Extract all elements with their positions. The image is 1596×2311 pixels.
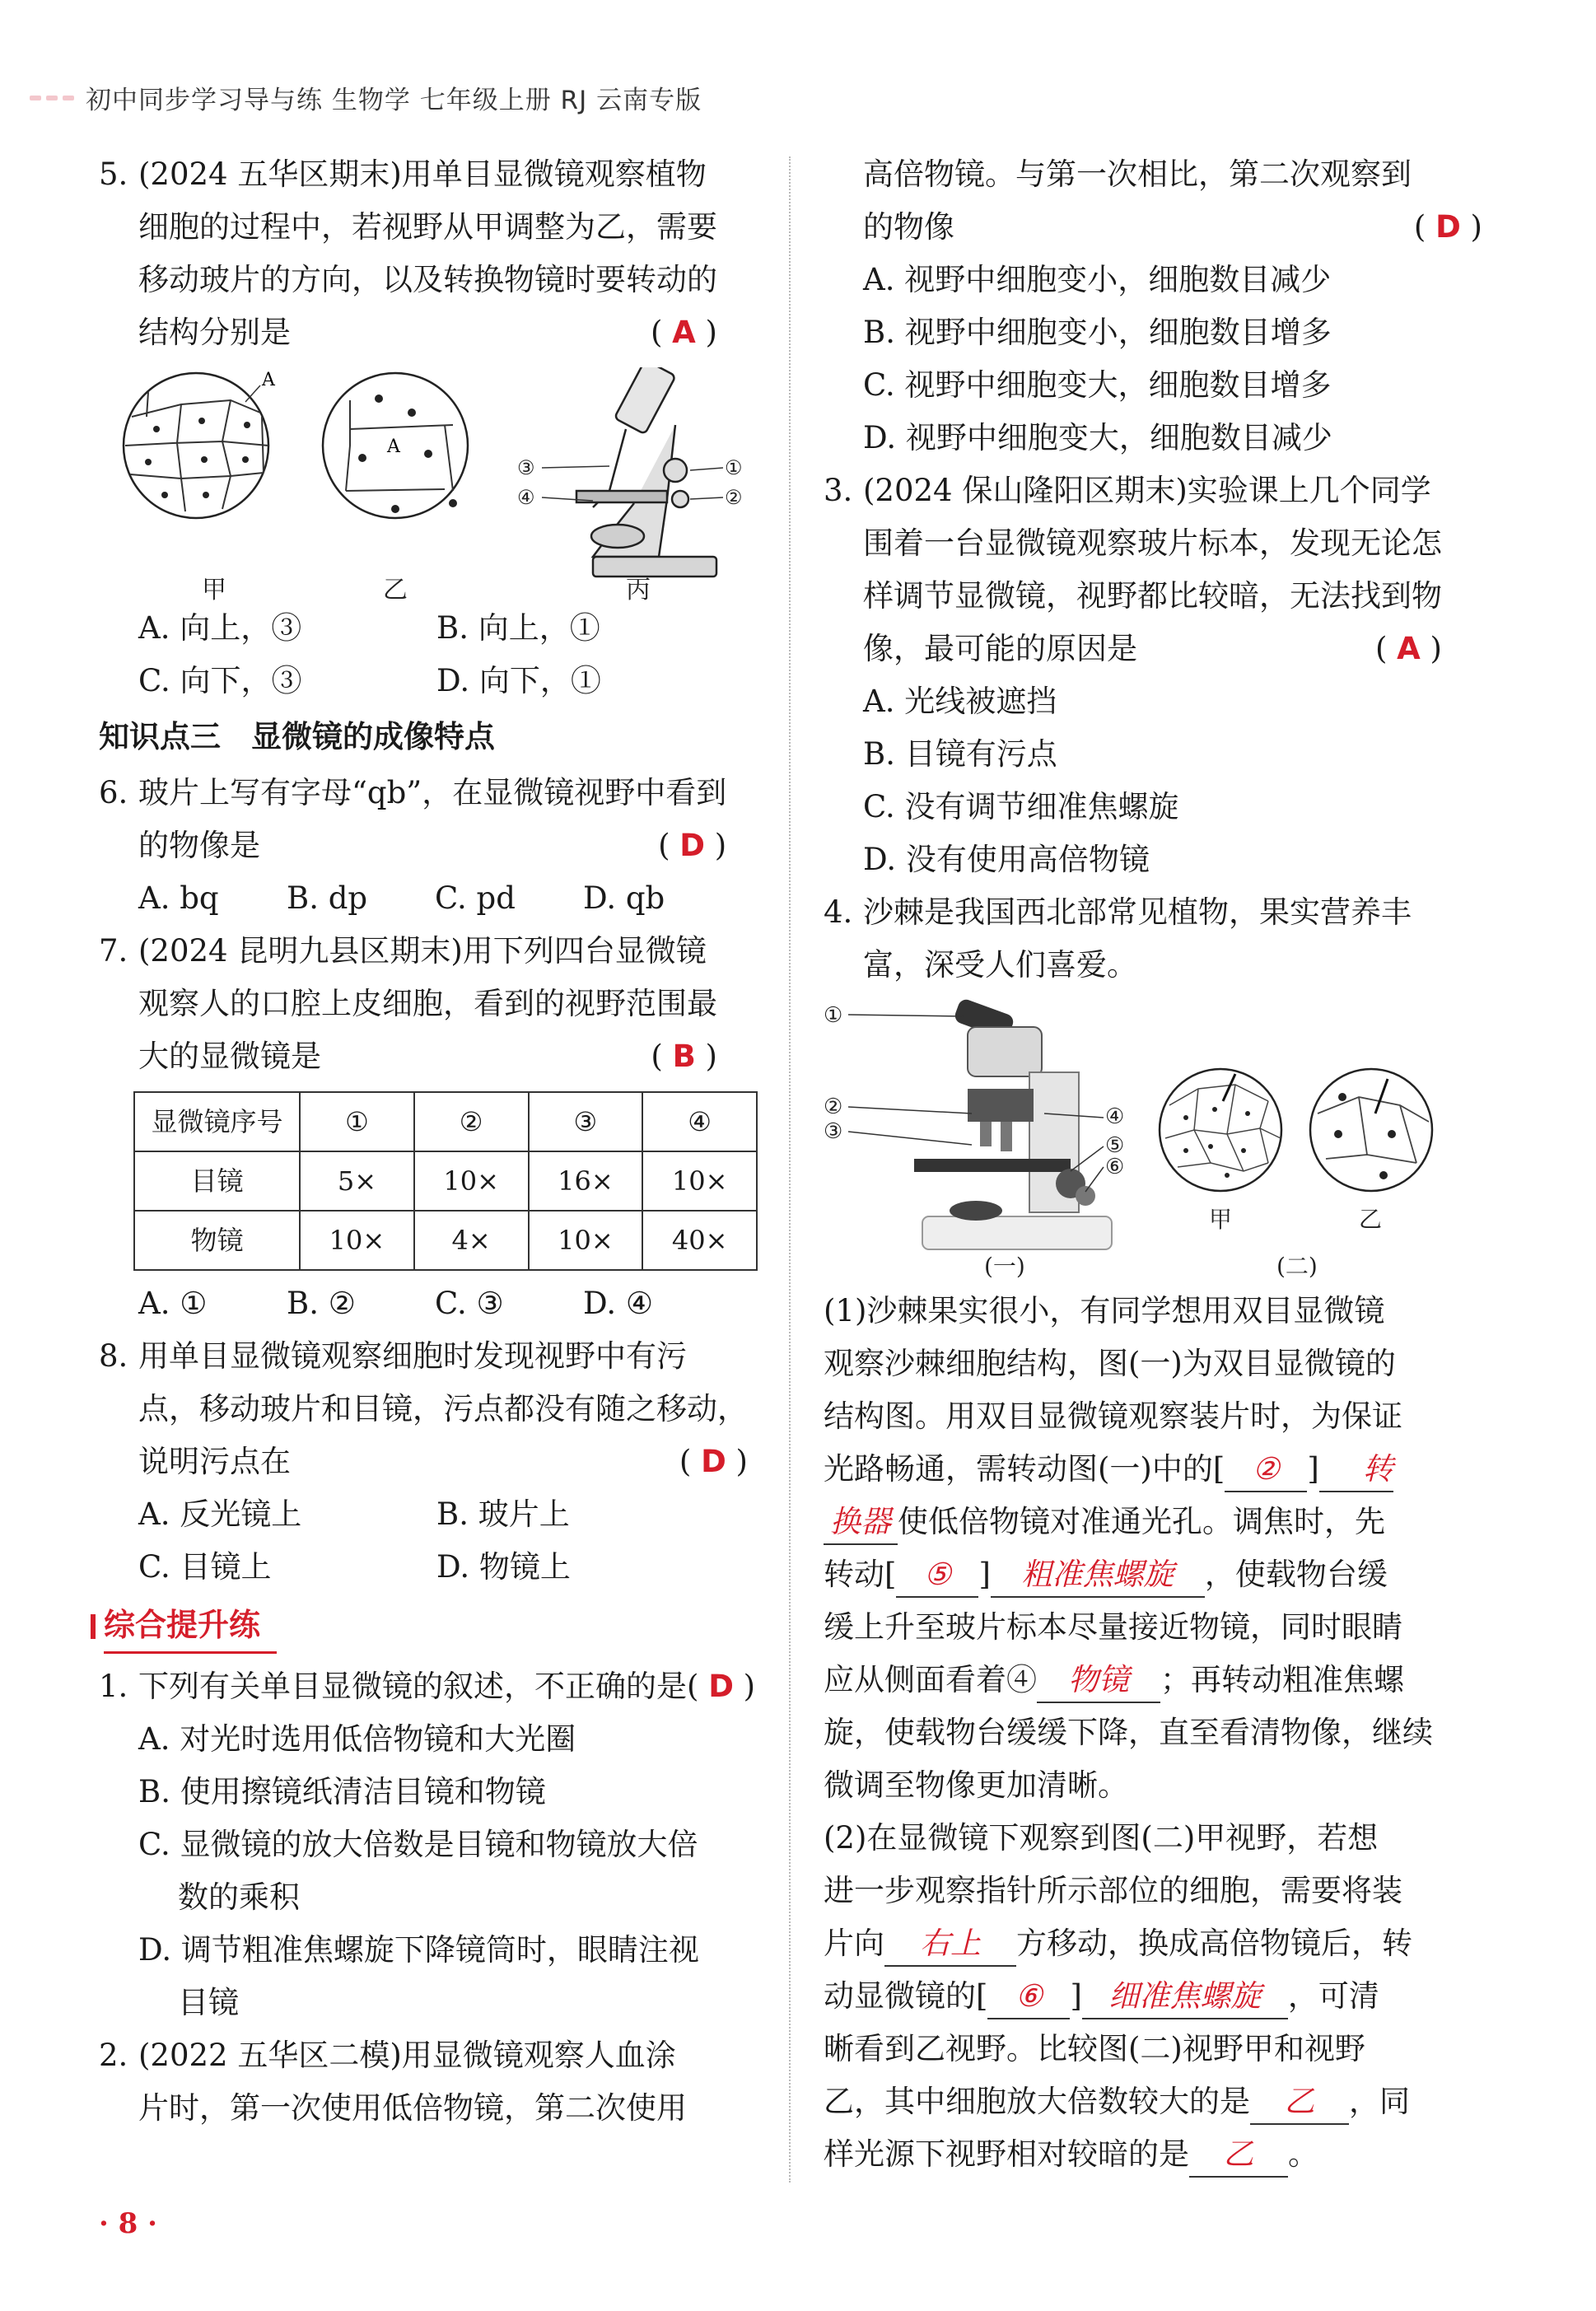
label-jia: 甲 bbox=[1209, 1206, 1233, 1233]
option-c-cont: 数的乘积 bbox=[178, 1879, 300, 1915]
binocular-microscope bbox=[914, 998, 1112, 1249]
question-text: (2024 五华区期末)用单目显微镜观察植物 bbox=[138, 156, 707, 192]
left-column bbox=[99, 148, 758, 2135]
table-header: ② bbox=[414, 1092, 529, 1151]
label-3: ③ bbox=[517, 456, 535, 479]
monocular-microscope bbox=[576, 367, 716, 577]
option-c[interactable]: C. pd bbox=[435, 880, 516, 916]
option-a[interactable]: A. bq bbox=[138, 880, 219, 916]
header-title: 初中同步学习导与练 生物学 七年级上册 RJ 云南专版 bbox=[86, 86, 702, 115]
answer: A bbox=[1397, 631, 1421, 666]
option-a[interactable]: A. 光线被遮挡 bbox=[863, 684, 1057, 719]
question-8 bbox=[99, 1330, 758, 1594]
blank-answer[interactable]: 转 bbox=[1319, 1448, 1393, 1492]
blank-answer[interactable]: 细准焦螺旋 bbox=[1082, 1975, 1288, 2019]
option-b[interactable]: B. ② bbox=[287, 1286, 356, 1321]
question-text: 围着一台显微镜观察玻片标本，发现无论怎 bbox=[863, 525, 1442, 561]
table-cell: 40× bbox=[642, 1211, 757, 1270]
figure-q4 bbox=[824, 998, 1482, 1278]
text-line: (1)沙棘果实很小，有同学想用双目显微镜 bbox=[824, 1293, 1385, 1328]
caption-2: (二) bbox=[1276, 1253, 1318, 1278]
question-text: 结构分别是 bbox=[138, 315, 291, 350]
label-1: ① bbox=[725, 456, 743, 479]
right-column bbox=[824, 148, 1482, 2181]
question-text: 观察人的口腔上皮细胞，看到的视野范围最 bbox=[138, 986, 717, 1021]
answer-bracket: ( D ) bbox=[679, 1444, 748, 1479]
text-line: 光路畅通，需转动图(一)中的[ bbox=[824, 1451, 1225, 1487]
option-d[interactable]: D. 向下，① bbox=[436, 663, 601, 698]
letter-a-label: A bbox=[262, 370, 275, 390]
question-number: 5. bbox=[99, 156, 128, 192]
text-line: 进一步观察指针所示部位的细胞，需要将装 bbox=[824, 1873, 1402, 1908]
text-line: ，同 bbox=[1349, 2084, 1410, 2119]
composite-title: 综合提升练 bbox=[104, 1599, 277, 1654]
column-divider bbox=[789, 156, 791, 2183]
table-cell: 目镜 bbox=[134, 1151, 300, 1211]
composite-heading bbox=[91, 1599, 277, 1654]
question-text: 细胞的过程中，若视野从甲调整为乙，需要 bbox=[138, 209, 717, 245]
table-header: ③ bbox=[529, 1092, 643, 1151]
text-line: 乙，其中细胞放大倍数较大的是 bbox=[824, 2084, 1250, 2119]
blank-answer[interactable]: 右上 bbox=[884, 1922, 1016, 1967]
text-line: ] bbox=[978, 1557, 991, 1592]
table-row bbox=[134, 1092, 757, 1151]
answer-bracket: ( A ) bbox=[1374, 631, 1442, 666]
question-text: 说明污点在 bbox=[138, 1444, 291, 1479]
question-text: 大的显微镜是 bbox=[138, 1039, 321, 1074]
text-line: 动显微镜的[ bbox=[824, 1978, 988, 2014]
option-a[interactable]: A. ① bbox=[138, 1286, 208, 1321]
question-number: 8. bbox=[99, 1338, 128, 1374]
question-text: 用单目显微镜观察细胞时发现视野中有污 bbox=[138, 1338, 687, 1374]
answer: D bbox=[1435, 209, 1461, 245]
table-cell: 5× bbox=[300, 1151, 414, 1211]
question-text: 富，深受人们喜爱。 bbox=[863, 947, 1137, 983]
text-line: ，使载物台缓 bbox=[1204, 1557, 1388, 1592]
question-number: 4. bbox=[824, 894, 853, 930]
question-number: 6. bbox=[99, 775, 128, 810]
question-text: 移动玻片的方向，以及转换物镜时要转动的 bbox=[138, 262, 717, 297]
question-text: 高倍物镜。与第一次相比，第二次观察到 bbox=[863, 156, 1412, 192]
letter-a-label: A bbox=[387, 437, 400, 457]
composite-question-4 bbox=[824, 886, 1482, 2181]
option-a[interactable]: A. 对光时选用低倍物镜和大光圈 bbox=[138, 1721, 576, 1757]
answer: D bbox=[679, 828, 705, 863]
answer-bracket: ( B ) bbox=[651, 1039, 717, 1074]
label-2: ② bbox=[725, 486, 743, 509]
answer-bracket: ( D ) bbox=[658, 828, 727, 863]
blank-answer[interactable]: 物镜 bbox=[1037, 1659, 1160, 1703]
answer: B bbox=[672, 1039, 696, 1074]
text-line: 晰看到乙视野。比较图(二)视野甲和视野 bbox=[824, 2031, 1365, 2066]
view-jia bbox=[124, 370, 276, 518]
question-text: 下列有关单目显微镜的叙述，不正确的是( bbox=[138, 1669, 699, 1704]
question-text: 样调节显微镜，视野都比较暗，无法找到物 bbox=[863, 578, 1442, 614]
option-b[interactable]: B. 视野中细胞变小，细胞数目增多 bbox=[863, 315, 1332, 350]
option-d-cont: 目镜 bbox=[178, 1985, 239, 2020]
question-text: 像，最可能的原因是 bbox=[863, 631, 1137, 666]
binocular-figure bbox=[824, 998, 1482, 1278]
option-d[interactable]: D. 物镜上 bbox=[436, 1549, 571, 1585]
answer: D bbox=[708, 1669, 734, 1704]
composite-question-2 bbox=[99, 2029, 758, 2135]
view-jia bbox=[1160, 1069, 1281, 1191]
part-2 bbox=[824, 1812, 1482, 2181]
question-text: (2024 昆明九县区期末)用下列四台显微镜 bbox=[138, 933, 707, 969]
text-line: (2)在显微镜下观察到图(二)甲视野，若想 bbox=[824, 1820, 1379, 1856]
answer: A bbox=[672, 315, 696, 350]
view-yi bbox=[1310, 1069, 1432, 1191]
question-6 bbox=[99, 767, 758, 925]
blank-answer[interactable]: 乙 bbox=[1250, 2080, 1349, 2125]
view-yi bbox=[323, 373, 468, 518]
text-line: ；再转动粗准焦螺 bbox=[1160, 1662, 1404, 1697]
question-number: 7. bbox=[99, 933, 128, 969]
text-line: ] bbox=[1307, 1451, 1319, 1487]
text-line: ，可清 bbox=[1287, 1978, 1379, 2014]
header-decoration bbox=[30, 96, 74, 100]
question-text: 的物像 bbox=[863, 209, 954, 245]
question-text: (2022 五华区二模)用显微镜观察人血涂 bbox=[138, 2038, 676, 2073]
blank-answer[interactable]: ⑥ bbox=[987, 1975, 1070, 2019]
text-line: ] bbox=[1070, 1978, 1082, 2014]
label-5: ⑤ bbox=[1105, 1133, 1125, 1158]
label-yi: 乙 bbox=[1359, 1206, 1383, 1233]
label-yi: 乙 bbox=[383, 576, 408, 602]
composite-question-3 bbox=[824, 465, 1482, 886]
table-cell: 10× bbox=[414, 1151, 529, 1211]
text-line: 方移动，换成高倍物镜后，转 bbox=[1016, 1926, 1412, 1961]
microscope-table bbox=[133, 1091, 758, 1271]
text-line: 。 bbox=[1288, 2136, 1318, 2172]
label-6: ⑥ bbox=[1105, 1155, 1125, 1179]
text-line: 使低倍物镜对准通光孔。调焦时，先 bbox=[898, 1504, 1385, 1539]
blank-answer-cont[interactable]: 换器 bbox=[824, 1501, 898, 1545]
question-text: 沙棘是我国西北部常见植物，果实营养丰 bbox=[863, 894, 1412, 930]
question-number: 1. bbox=[99, 1669, 128, 1704]
text-line: 旋，使载物台缓缓下降，直至看清物像，继续 bbox=[824, 1715, 1433, 1750]
cell-view-figures bbox=[99, 367, 758, 602]
blank-answer[interactable]: ② bbox=[1225, 1448, 1307, 1492]
question-number: 3. bbox=[824, 473, 853, 508]
question-text: (2024 保山隆阳区期末)实验课上几个同学 bbox=[863, 473, 1431, 508]
option-d[interactable]: D. ④ bbox=[583, 1286, 654, 1321]
option-d[interactable]: D. qb bbox=[583, 880, 665, 916]
option-c[interactable]: C. 向下，③ bbox=[138, 663, 302, 698]
table-cell: 10× bbox=[529, 1211, 643, 1270]
table-header: ④ bbox=[642, 1092, 757, 1151]
table-header: 显微镜序号 bbox=[134, 1092, 300, 1151]
answer-bracket: ( A ) bbox=[650, 315, 717, 350]
option-a[interactable]: A. 向上，③ bbox=[138, 610, 302, 646]
question-text: 的物像是 bbox=[138, 828, 260, 863]
option-c[interactable]: C. 显微镜的放大倍数是目镜和物镜放大倍 bbox=[138, 1827, 698, 1862]
composite-question-1: 1. 下列有关单目显微镜的叙述，不正确的是( D ) A. 对光时选用低倍物镜和大光圈 B. 使用擦镜纸清洁目镜和物镜 C. 显微镜的放大倍数是目镜和物镜放大倍 数的乘积 D. 调节粗准焦螺旋下降镜筒时，眼睛注视 目镜 bbox=[99, 1660, 758, 2029]
option-d[interactable]: D. 没有使用高倍物镜 bbox=[863, 842, 1150, 877]
label-3: ③ bbox=[824, 1119, 843, 1144]
label-2: ② bbox=[824, 1095, 843, 1119]
text-line: 缓上升至玻片标本尽量接近物镜，同时眼睛 bbox=[824, 1609, 1402, 1645]
option-b[interactable]: B. 目镜有污点 bbox=[863, 736, 1057, 772]
table-cell: 4× bbox=[414, 1211, 529, 1270]
table-row bbox=[134, 1151, 757, 1211]
blank-answer[interactable]: 粗准焦螺旋 bbox=[991, 1553, 1205, 1598]
heading-marker bbox=[91, 1614, 96, 1639]
text-line: 观察沙棘细胞结构，图(一)为双目显微镜的 bbox=[824, 1346, 1396, 1381]
page-header bbox=[30, 79, 702, 116]
question-text: 玻片上写有字母“qb”，在显微镜视野中看到 bbox=[138, 775, 727, 810]
option-c[interactable]: C. 视野中细胞变大，细胞数目增多 bbox=[863, 367, 1332, 403]
table-cell: 10× bbox=[300, 1211, 414, 1270]
section-title: 知识点三 显微镜的成像特点 bbox=[99, 719, 495, 754]
option-a[interactable]: A. 反光镜上 bbox=[138, 1496, 302, 1532]
text-line: 转动[ bbox=[824, 1557, 897, 1592]
figure-q5 bbox=[99, 367, 758, 602]
option-b[interactable]: B. 向上，① bbox=[436, 610, 600, 646]
page-number: · 8 · bbox=[99, 2207, 158, 2240]
answer: D bbox=[701, 1444, 726, 1479]
option-b[interactable]: B. 使用擦镜纸清洁目镜和物镜 bbox=[138, 1774, 546, 1809]
question-5 bbox=[99, 148, 758, 707]
option-c[interactable]: C. 目镜上 bbox=[138, 1549, 272, 1585]
table-cell: 10× bbox=[642, 1151, 757, 1211]
blank-answer[interactable]: 乙 bbox=[1189, 2133, 1288, 2178]
blank-answer[interactable]: ⑤ bbox=[896, 1553, 978, 1598]
caption-1: (一) bbox=[984, 1253, 1025, 1278]
question-7 bbox=[99, 925, 758, 1330]
question-number: 2. bbox=[99, 2038, 128, 2073]
option-a[interactable]: A. 视野中细胞变小，细胞数目减少 bbox=[863, 262, 1332, 297]
text-line: 片向 bbox=[824, 1926, 884, 1961]
text-line: 结构图。用双目显微镜观察装片时，为保证 bbox=[824, 1398, 1402, 1434]
option-c[interactable]: C. 没有调节细准焦螺旋 bbox=[863, 789, 1179, 824]
label-bing: 丙 bbox=[626, 576, 651, 602]
option-c[interactable]: C. ③ bbox=[435, 1286, 504, 1321]
label-jia: 甲 bbox=[202, 576, 226, 602]
table-header: ① bbox=[300, 1092, 414, 1151]
text-line: 样光源下视野相对较暗的是 bbox=[824, 2136, 1189, 2172]
option-d[interactable]: D. 视野中细胞变大，细胞数目减少 bbox=[863, 420, 1332, 455]
answer-bracket: ( D ) bbox=[1413, 209, 1482, 245]
option-b[interactable]: B. dp bbox=[287, 880, 368, 916]
label-1: ① bbox=[824, 1003, 843, 1028]
table-cell: 16× bbox=[529, 1151, 643, 1211]
question-text: 点，移动玻片和目镜，污点都没有随之移动， bbox=[138, 1391, 748, 1426]
option-b[interactable]: B. 玻片上 bbox=[436, 1496, 570, 1532]
table-row bbox=[134, 1211, 757, 1270]
composite-question-2-cont bbox=[824, 148, 1482, 465]
option-d[interactable]: D. 调节粗准焦螺旋下降镜筒时，眼睛注视 bbox=[138, 1932, 699, 1968]
question-text: 片时，第一次使用低倍物镜，第二次使用 bbox=[138, 2090, 687, 2126]
table-cell: 物镜 bbox=[134, 1211, 300, 1270]
text-line: 应从侧面看着④ bbox=[824, 1662, 1037, 1697]
part-1 bbox=[824, 1285, 1482, 1812]
label-4: ④ bbox=[1105, 1104, 1125, 1129]
text-line: 微调至物像更加清晰。 bbox=[824, 1767, 1128, 1803]
label-4: ④ bbox=[517, 486, 535, 509]
